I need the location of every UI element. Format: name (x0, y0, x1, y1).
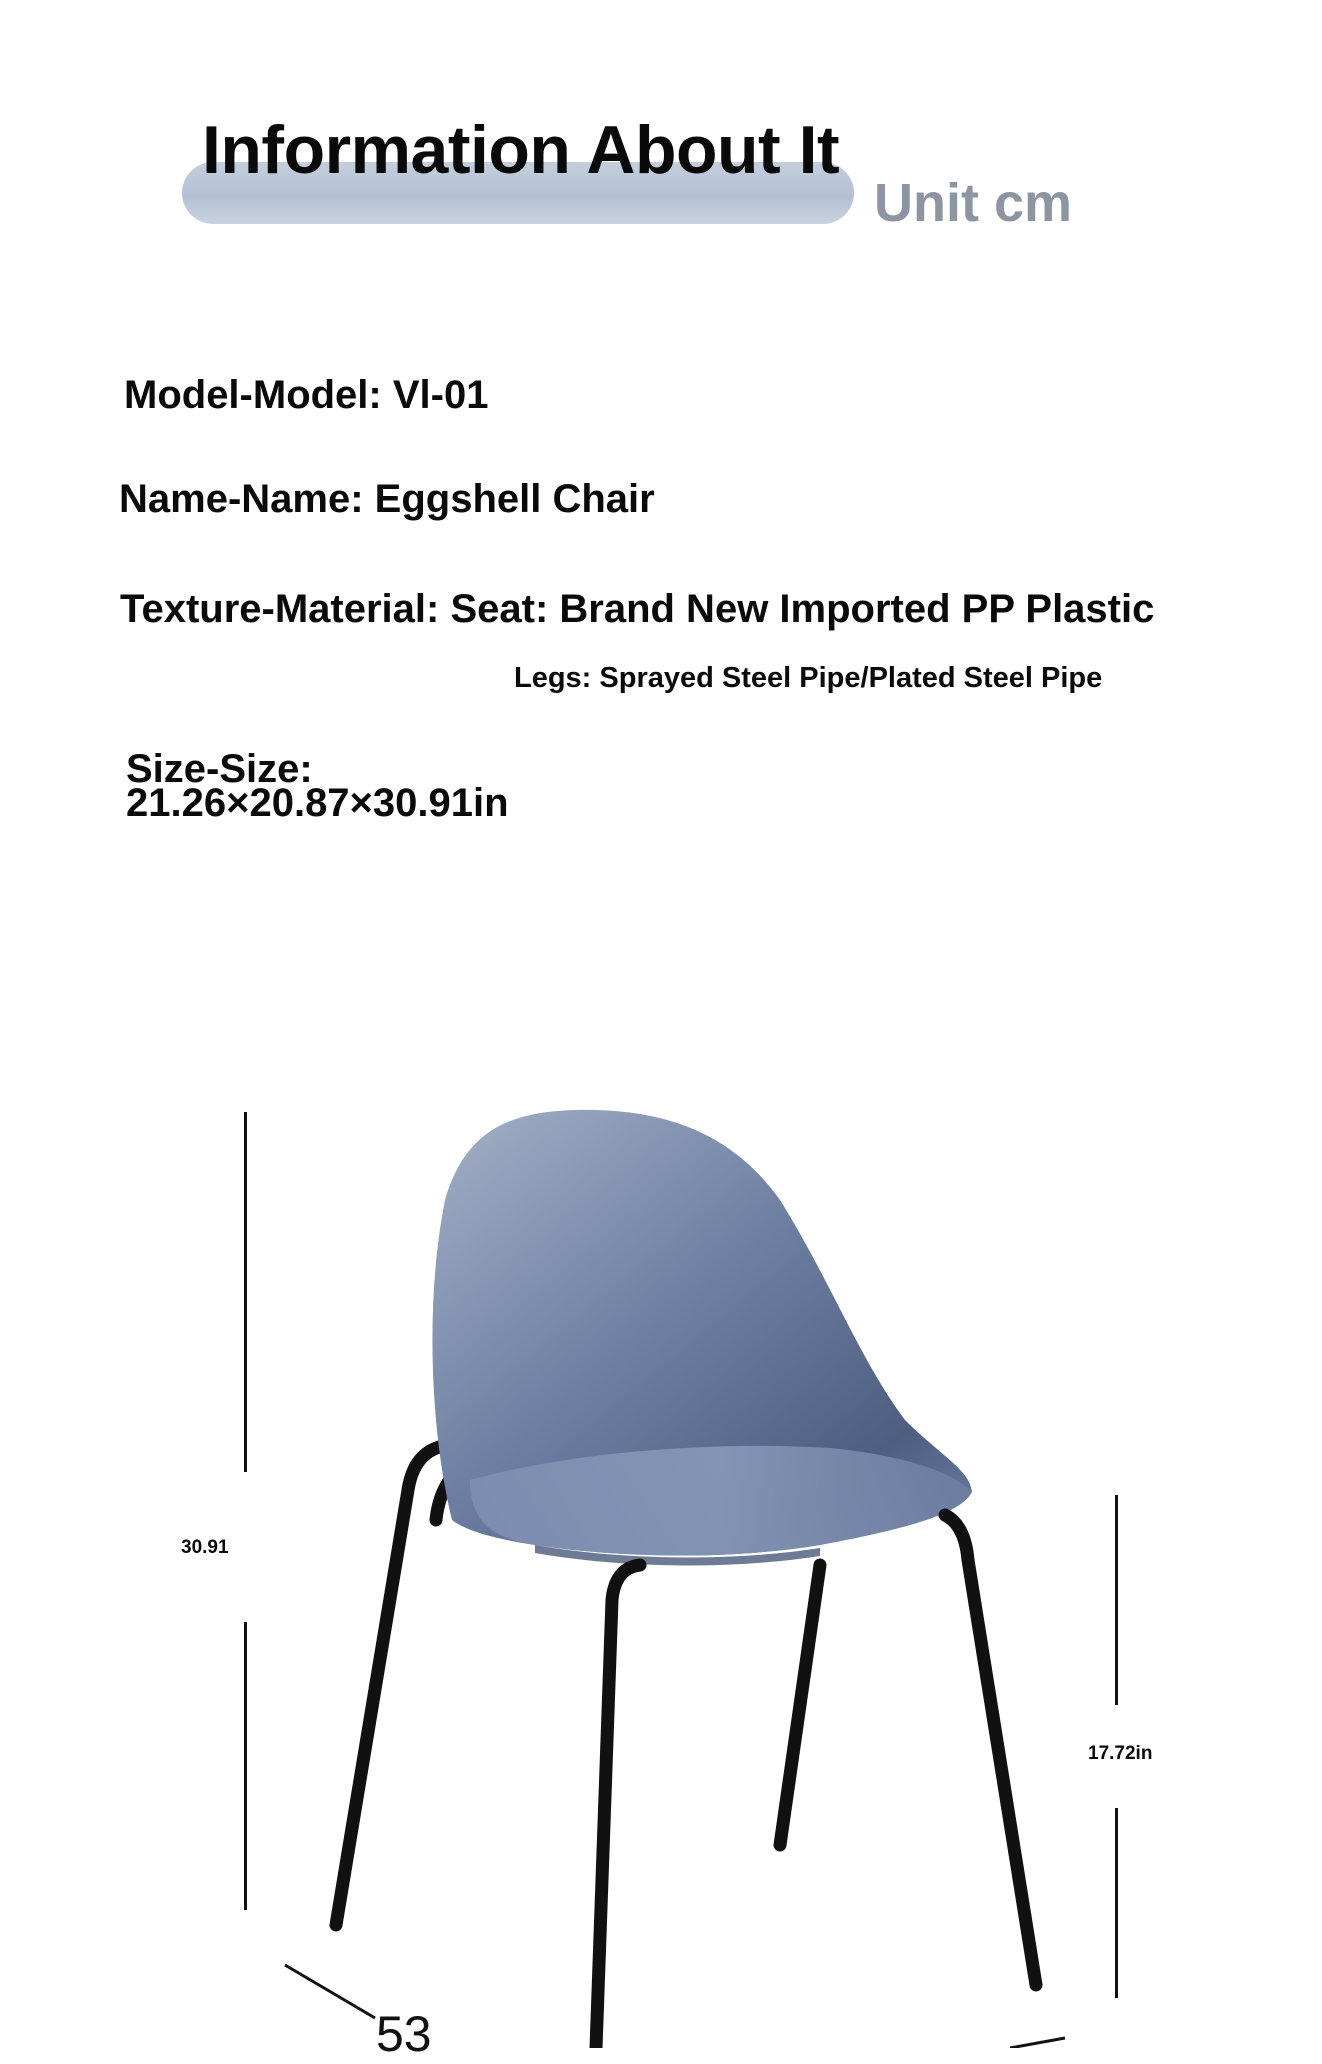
width-dimension-line (1010, 2038, 1065, 2048)
spec-legs: Legs: Sprayed Steel Pipe/Plated Steel Pipe (514, 662, 1103, 694)
depth-dimension-line (285, 1965, 375, 2018)
spec-material: Texture-Material: Seat: Brand New Imported PP Plastic (120, 587, 1155, 631)
seat-height-line-bottom (1115, 1808, 1118, 1998)
height-dimension-line-bottom (244, 1622, 247, 1910)
depth-dimension-label: 53 (376, 2006, 432, 2062)
spec-model: Model-Model: Vl-01 (124, 373, 489, 417)
seat-height-label: 17.72in (1088, 1743, 1153, 1764)
spec-name: Name-Name: Eggshell Chair (119, 477, 655, 521)
size-value: 21.26×20.87×30.91in (126, 781, 509, 825)
height-dimension-label: 30.91 (181, 1537, 229, 1558)
height-dimension-line-top (244, 1112, 247, 1472)
unit-label: Unit cm (874, 173, 1073, 233)
page-title: Information About It (202, 112, 840, 188)
size-label: Size-Size: (126, 747, 313, 791)
seat-height-line-top (1115, 1495, 1118, 1705)
